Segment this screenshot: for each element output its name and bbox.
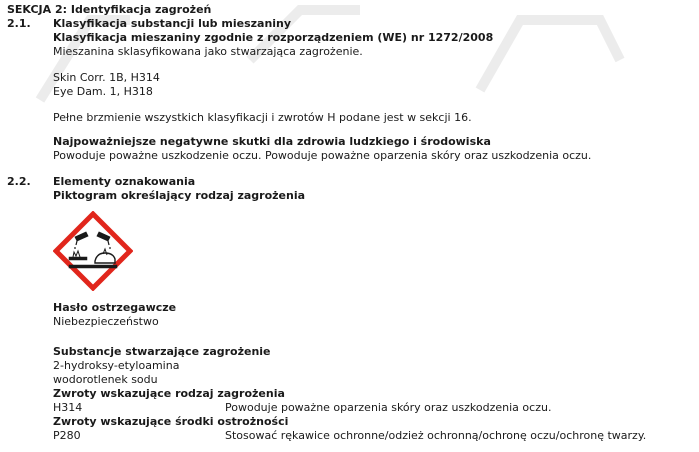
precaution-code: P280 (53, 429, 81, 442)
section-title: SEKCJA 2: Identyfikacja zagrożeń (7, 3, 212, 16)
effects-heading: Najpoważniejsze negatywne skutki dla zdrowia ludzkiego i środowiska (53, 135, 491, 148)
precaution-text: Stosować rękawice ochronne/odzież ochronną/ochronę oczu/ochronę twarzy. (225, 429, 647, 442)
precautionary-statement-row (53, 429, 699, 443)
hazard-code: H314 (53, 401, 83, 414)
hazard-statements-heading: Zwroty wskazujące rodzaj zagrożenia (53, 387, 285, 400)
ghs05-corrosion-icon (53, 211, 133, 291)
classification-intro: Mieszanina sklasyfikowana jako stwarzająca zagrożenie. (53, 45, 363, 58)
hazardous-substance: 2-hydroksy-etyloamina (53, 359, 180, 372)
classification-item: Skin Corr. 1B, H314 (53, 71, 160, 84)
hazard-statement-row (53, 401, 699, 415)
hazard-text: Powoduje poważne oparzenia skóry oraz uszkodzenia oczu. (225, 401, 552, 414)
full-text-note: Pełne brzmienie wszystkich klasyfikacji i zwrotów H podane jest w sekcji 16. (53, 111, 472, 124)
signal-word-heading: Hasło ostrzegawcze (53, 301, 177, 314)
subsection-2-2-header (7, 175, 699, 189)
subsection-2-2-body (53, 189, 699, 443)
subsection-2-1-header (7, 17, 699, 31)
classification-subheading: Klasyfikacja mieszaniny zgodnie z rozporządzeniem (WE) nr 1272/2008 (53, 31, 494, 44)
subsection-number: 2.2. (7, 175, 31, 188)
hazardous-substances-heading: Substancje stwarzające zagrożenie (53, 345, 271, 358)
pictogram-heading: Piktogram określający rodzaj zagrożenia (53, 189, 306, 202)
subsection-2-1-body (53, 31, 699, 163)
effects-text: Powoduje poważne uszkodzenie oczu. Powoduje poważne oparzenia skóry oraz uszkodzenia oczu. (53, 149, 592, 162)
precautionary-statements-heading: Zwroty wskazujące środki ostrożności (53, 415, 289, 428)
hazardous-substance: wodorotlenek sodu (53, 373, 158, 386)
signal-word: Niebezpieczeństwo (53, 315, 159, 328)
subsection-number: 2.1. (7, 17, 31, 30)
subsection-heading: Elementy oznakowania (53, 175, 196, 188)
subsection-heading: Klasyfikacja substancji lub mieszaniny (53, 17, 292, 30)
classification-item: Eye Dam. 1, H318 (53, 85, 153, 98)
